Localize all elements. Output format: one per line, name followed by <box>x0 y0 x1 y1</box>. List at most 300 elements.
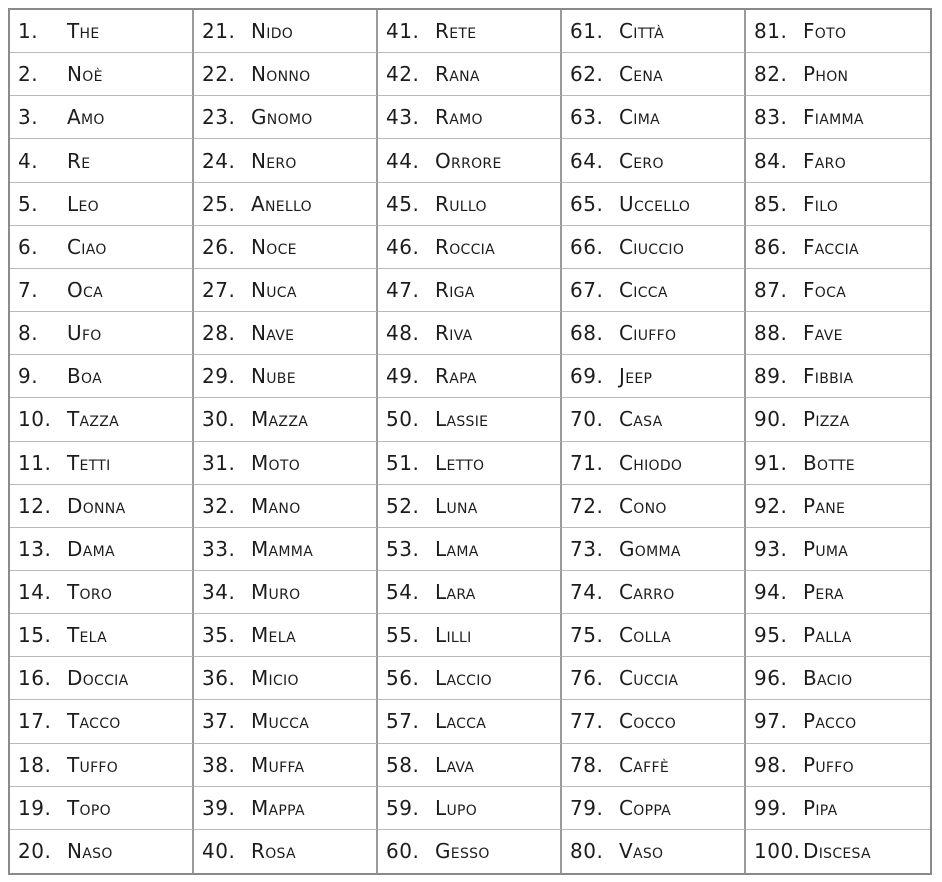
item-word: Puma <box>803 536 849 561</box>
item-word: Rete <box>435 19 477 44</box>
item-number: 61. <box>570 19 604 44</box>
item-word: Ciuffo <box>619 321 677 346</box>
table-cell <box>378 787 562 830</box>
table-cell <box>378 183 562 226</box>
item-word: Mappa <box>251 795 305 820</box>
table-cell <box>746 312 930 355</box>
item-number: 39. <box>202 795 236 820</box>
table-cell <box>10 830 194 873</box>
item-word: The <box>67 19 100 44</box>
item-number: 89. <box>754 364 788 389</box>
table-cell <box>10 614 194 657</box>
table-cell <box>194 226 378 269</box>
item-number: 98. <box>754 752 788 777</box>
item-word: Noce <box>251 234 297 259</box>
item-word: Lilli <box>435 623 472 648</box>
item-word: Bacio <box>803 666 853 691</box>
item-number: 24. <box>202 148 236 173</box>
item-number: 59. <box>386 795 420 820</box>
item-word: Ciao <box>67 234 107 259</box>
table-cell <box>562 442 746 485</box>
item-word: Colla <box>619 623 671 648</box>
item-number: 12. <box>18 493 52 518</box>
item-word: Pacco <box>803 709 857 734</box>
item-word: Micio <box>251 666 299 691</box>
word-list-table <box>8 8 932 875</box>
item-number: 55. <box>386 623 420 648</box>
table-cell <box>10 700 194 743</box>
table-cell <box>194 830 378 873</box>
item-word: Oca <box>67 277 103 302</box>
item-number: 92. <box>754 493 788 518</box>
item-number: 14. <box>18 580 52 605</box>
item-number: 40. <box>202 839 236 864</box>
table-cell <box>10 657 194 700</box>
item-word: Pipa <box>803 795 838 820</box>
table-cell <box>562 269 746 312</box>
item-word: Faro <box>803 148 847 173</box>
item-word: Cono <box>619 493 667 518</box>
table-cell <box>194 787 378 830</box>
table-cell <box>562 657 746 700</box>
item-number: 72. <box>570 493 604 518</box>
table-cell <box>10 398 194 441</box>
item-word: Roccia <box>435 234 495 259</box>
table-cell <box>194 269 378 312</box>
item-word: Cuccia <box>619 666 679 691</box>
item-number: 95. <box>754 623 788 648</box>
item-number: 15. <box>18 623 52 648</box>
item-word: Rana <box>435 62 480 87</box>
item-number: 56. <box>386 666 420 691</box>
item-number: 60. <box>386 839 420 864</box>
item-word: Cena <box>619 62 664 87</box>
item-word: Gomma <box>619 536 681 561</box>
item-number: 83. <box>754 105 788 130</box>
table-cell <box>10 485 194 528</box>
table-cell <box>10 787 194 830</box>
item-word: Nuca <box>251 277 297 302</box>
item-word: Riva <box>435 321 473 346</box>
table-cell <box>378 398 562 441</box>
table-cell <box>746 528 930 571</box>
table-cell <box>194 10 378 53</box>
item-number: 65. <box>570 191 604 216</box>
item-word: Fibbia <box>803 364 854 389</box>
item-number: 90. <box>754 407 788 432</box>
item-number: 1. <box>18 19 39 44</box>
item-number: 75. <box>570 623 604 648</box>
item-word: Gesso <box>435 839 490 864</box>
item-number: 96. <box>754 666 788 691</box>
item-word: Faccia <box>803 234 859 259</box>
item-number: 3. <box>18 105 39 130</box>
item-number: 50. <box>386 407 420 432</box>
table-cell <box>378 485 562 528</box>
item-word: Mano <box>251 493 301 518</box>
item-number: 4. <box>18 148 39 173</box>
item-number: 62. <box>570 62 604 87</box>
table-cell <box>562 312 746 355</box>
item-word: Doccia <box>67 666 129 691</box>
table-cell <box>562 398 746 441</box>
item-number: 21. <box>202 19 236 44</box>
table-cell <box>378 830 562 873</box>
item-number: 63. <box>570 105 604 130</box>
table-cell <box>378 528 562 571</box>
table-cell <box>746 614 930 657</box>
item-word: Lava <box>435 752 475 777</box>
item-word: Amo <box>67 105 105 130</box>
table-cell <box>194 398 378 441</box>
item-number: 42. <box>386 62 420 87</box>
item-number: 47. <box>386 277 420 302</box>
table-cell <box>194 96 378 139</box>
item-word: Coppa <box>619 795 672 820</box>
item-number: 74. <box>570 580 604 605</box>
item-number: 97. <box>754 709 788 734</box>
table-cell <box>194 614 378 657</box>
item-word: Cima <box>619 105 660 130</box>
item-word: Filo <box>803 191 839 216</box>
item-word: Pane <box>803 493 846 518</box>
table-cell <box>562 96 746 139</box>
table-cell <box>562 830 746 873</box>
item-word: Muffa <box>251 752 305 777</box>
item-number: 2. <box>18 62 39 87</box>
table-cell <box>562 528 746 571</box>
table-cell <box>378 657 562 700</box>
table-cell <box>746 700 930 743</box>
item-number: 41. <box>386 19 420 44</box>
item-word: Lacca <box>435 709 487 734</box>
item-word: Lama <box>435 536 479 561</box>
table-cell <box>194 183 378 226</box>
table-cell <box>562 139 746 182</box>
item-word: Moto <box>251 450 301 475</box>
item-number: 82. <box>754 62 788 87</box>
item-number: 68. <box>570 321 604 346</box>
table-cell <box>562 614 746 657</box>
item-word: Tuffo <box>67 752 119 777</box>
item-word: Jeep <box>619 364 653 389</box>
item-number: 51. <box>386 450 420 475</box>
table-cell <box>746 269 930 312</box>
table-cell <box>378 614 562 657</box>
table-cell <box>562 53 746 96</box>
item-number: 99. <box>754 795 788 820</box>
table-cell <box>194 53 378 96</box>
item-word: Toro <box>67 580 113 605</box>
item-number: 100. <box>754 839 801 864</box>
item-number: 58. <box>386 752 420 777</box>
item-number: 91. <box>754 450 788 475</box>
item-word: Palla <box>803 623 852 648</box>
item-number: 17. <box>18 709 52 734</box>
item-word: Mazza <box>251 407 309 432</box>
table-cell <box>562 10 746 53</box>
item-number: 8. <box>18 321 39 346</box>
item-word: Muro <box>251 580 301 605</box>
item-word: Phon <box>803 62 849 87</box>
item-word: Ciuccio <box>619 234 685 259</box>
table-cell <box>746 787 930 830</box>
item-word: Mamma <box>251 536 314 561</box>
table-cell <box>746 183 930 226</box>
table-cell <box>10 744 194 787</box>
table-cell <box>562 183 746 226</box>
item-word: Fave <box>803 321 843 346</box>
table-cell <box>746 442 930 485</box>
table-cell <box>562 571 746 614</box>
item-word: Fiamma <box>803 105 864 130</box>
table-cell <box>746 139 930 182</box>
item-word: Vaso <box>619 839 664 864</box>
item-number: 25. <box>202 191 236 216</box>
item-word: Casa <box>619 407 663 432</box>
table-cell <box>746 744 930 787</box>
item-number: 54. <box>386 580 420 605</box>
table-cell <box>746 53 930 96</box>
table-cell <box>378 269 562 312</box>
table-cell <box>10 226 194 269</box>
table-cell <box>10 96 194 139</box>
item-word: Carro <box>619 580 675 605</box>
table-cell <box>10 312 194 355</box>
item-word: Lara <box>435 580 476 605</box>
table-cell <box>562 787 746 830</box>
item-word: Riga <box>435 277 475 302</box>
table-cell <box>746 657 930 700</box>
item-word: Cicca <box>619 277 668 302</box>
item-word: Nido <box>251 19 294 44</box>
item-word: Ramo <box>435 105 483 130</box>
item-number: 66. <box>570 234 604 259</box>
item-word: Foto <box>803 19 847 44</box>
table-cell <box>10 139 194 182</box>
item-number: 37. <box>202 709 236 734</box>
item-word: Leo <box>67 191 99 216</box>
item-word: Orrore <box>435 148 502 173</box>
item-word: Letto <box>435 450 485 475</box>
item-number: 36. <box>202 666 236 691</box>
table-cell <box>746 96 930 139</box>
table-cell <box>378 355 562 398</box>
item-word: Topo <box>67 795 111 820</box>
table-cell <box>194 744 378 787</box>
table-cell <box>746 398 930 441</box>
table-cell <box>10 442 194 485</box>
item-number: 69. <box>570 364 604 389</box>
item-number: 49. <box>386 364 420 389</box>
item-word: Foca <box>803 277 847 302</box>
table-cell <box>10 269 194 312</box>
table-cell <box>10 528 194 571</box>
item-number: 23. <box>202 105 236 130</box>
table-cell <box>10 183 194 226</box>
item-word: Città <box>619 19 664 44</box>
item-word: Boa <box>67 364 102 389</box>
item-number: 93. <box>754 536 788 561</box>
table-cell <box>562 485 746 528</box>
item-number: 5. <box>18 191 39 216</box>
item-number: 88. <box>754 321 788 346</box>
table-cell <box>746 355 930 398</box>
table-cell <box>194 528 378 571</box>
table-cell <box>378 226 562 269</box>
item-number: 32. <box>202 493 236 518</box>
item-number: 20. <box>18 839 52 864</box>
item-number: 45. <box>386 191 420 216</box>
table-cell <box>378 700 562 743</box>
item-number: 73. <box>570 536 604 561</box>
table-cell <box>10 571 194 614</box>
item-number: 33. <box>202 536 236 561</box>
item-number: 30. <box>202 407 236 432</box>
item-word: Puffo <box>803 752 854 777</box>
item-number: 7. <box>18 277 39 302</box>
item-word: Botte <box>803 450 855 475</box>
item-number: 67. <box>570 277 604 302</box>
table-cell <box>378 442 562 485</box>
item-number: 94. <box>754 580 788 605</box>
item-word: Cocco <box>619 709 677 734</box>
item-number: 48. <box>386 321 420 346</box>
item-word: Nube <box>251 364 296 389</box>
item-number: 86. <box>754 234 788 259</box>
table-cell <box>746 226 930 269</box>
item-word: Re <box>67 148 91 173</box>
table-cell <box>10 10 194 53</box>
item-number: 27. <box>202 277 236 302</box>
item-word: Caffè <box>619 752 669 777</box>
table-cell <box>194 485 378 528</box>
item-word: Donna <box>67 493 126 518</box>
table-cell <box>378 312 562 355</box>
item-word: Nave <box>251 321 295 346</box>
item-word: Naso <box>67 839 113 864</box>
item-number: 29. <box>202 364 236 389</box>
item-number: 26. <box>202 234 236 259</box>
table-cell <box>10 53 194 96</box>
table-cell <box>194 139 378 182</box>
table-cell <box>378 53 562 96</box>
item-word: Mela <box>251 623 296 648</box>
item-number: 11. <box>18 450 52 475</box>
item-number: 22. <box>202 62 236 87</box>
item-word: Tacco <box>67 709 121 734</box>
table-cell <box>746 830 930 873</box>
table-cell <box>194 312 378 355</box>
item-word: Tela <box>67 623 107 648</box>
table-cell <box>194 700 378 743</box>
item-word: Cero <box>619 148 664 173</box>
item-number: 31. <box>202 450 236 475</box>
table-cell <box>378 139 562 182</box>
item-number: 81. <box>754 19 788 44</box>
table-cell <box>746 571 930 614</box>
item-number: 44. <box>386 148 420 173</box>
table-cell <box>562 226 746 269</box>
item-number: 57. <box>386 709 420 734</box>
item-word: Noè <box>67 62 103 87</box>
item-number: 38. <box>202 752 236 777</box>
item-word: Rosa <box>251 839 296 864</box>
table-cell <box>378 744 562 787</box>
item-number: 87. <box>754 277 788 302</box>
item-number: 70. <box>570 407 604 432</box>
table-cell <box>378 571 562 614</box>
item-number: 19. <box>18 795 52 820</box>
item-word: Pera <box>803 580 844 605</box>
item-word: Lassie <box>435 407 489 432</box>
item-number: 78. <box>570 752 604 777</box>
item-word: Gnomo <box>251 105 313 130</box>
table-cell <box>378 96 562 139</box>
item-number: 13. <box>18 536 52 561</box>
item-word: Discesa <box>803 839 871 864</box>
item-number: 84. <box>754 148 788 173</box>
item-number: 76. <box>570 666 604 691</box>
table-cell <box>194 657 378 700</box>
table-cell <box>746 485 930 528</box>
table-cell <box>194 355 378 398</box>
item-word: Tetti <box>67 450 111 475</box>
item-number: 79. <box>570 795 604 820</box>
item-number: 80. <box>570 839 604 864</box>
item-word: Anello <box>251 191 312 216</box>
item-word: Pizza <box>803 407 850 432</box>
table-cell <box>562 744 746 787</box>
item-word: Nonno <box>251 62 311 87</box>
item-word: Laccio <box>435 666 492 691</box>
item-number: 53. <box>386 536 420 561</box>
table-cell <box>746 10 930 53</box>
item-number: 35. <box>202 623 236 648</box>
item-word: Chiodo <box>619 450 683 475</box>
table-cell <box>194 571 378 614</box>
item-number: 6. <box>18 234 39 259</box>
item-number: 52. <box>386 493 420 518</box>
table-cell <box>562 700 746 743</box>
table-cell <box>10 355 194 398</box>
item-number: 28. <box>202 321 236 346</box>
item-number: 43. <box>386 105 420 130</box>
item-word: Rullo <box>435 191 487 216</box>
item-word: Luna <box>435 493 478 518</box>
item-word: Tazza <box>67 407 120 432</box>
item-word: Dama <box>67 536 115 561</box>
table-cell <box>562 355 746 398</box>
item-number: 77. <box>570 709 604 734</box>
table-cell <box>378 10 562 53</box>
item-number: 16. <box>18 666 52 691</box>
item-number: 10. <box>18 407 52 432</box>
item-number: 46. <box>386 234 420 259</box>
item-number: 64. <box>570 148 604 173</box>
table-cell <box>194 442 378 485</box>
item-word: Lupo <box>435 795 478 820</box>
item-number: 71. <box>570 450 604 475</box>
item-number: 18. <box>18 752 52 777</box>
item-word: Ufo <box>67 321 102 346</box>
item-number: 9. <box>18 364 39 389</box>
item-word: Mucca <box>251 709 310 734</box>
item-word: Nero <box>251 148 297 173</box>
item-word: Rapa <box>435 364 477 389</box>
item-number: 85. <box>754 191 788 216</box>
item-word: Uccello <box>619 191 691 216</box>
